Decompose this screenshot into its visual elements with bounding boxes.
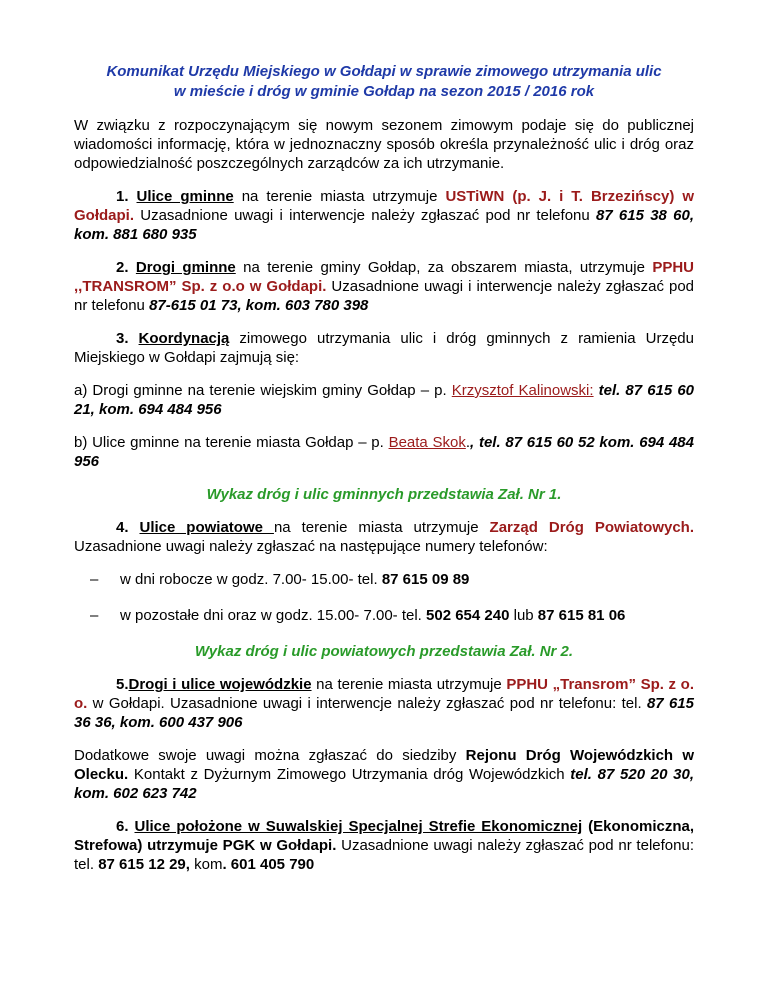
list-item-phone-2: 87 615 81 06 (537, 607, 626, 624)
list-item-text: w dni robocze w godz. 7.00- 15.00- tel. (120, 571, 382, 588)
dash-marker: – (90, 607, 99, 624)
extra-phone: tel. 87 520 20 30, kom. 602 623 742 (74, 766, 694, 802)
section-5-heading: Drogi i ulice wojewódzkie (128, 676, 312, 693)
list-item-text: w pozostałe dni oraz w godz. 15.00- 7.00- tel. (120, 607, 427, 624)
section-3b-phone: , tel. 87 615 60 52 kom. 694 484 956 (74, 434, 694, 470)
section-3b-dot: . (465, 434, 471, 451)
extra-contact (74, 746, 694, 803)
section-5-text: na terenie miasta utrzymuje (311, 676, 507, 693)
section-1-phone: 87 615 38 60, kom. 881 680 935 (74, 207, 694, 243)
section-4-org: Zarząd Dróg Powiatowych. (489, 519, 694, 536)
contact-link-kalinowski[interactable]: Krzysztof Kalinowski: (451, 382, 594, 399)
extra-text: Dodatkowe swoje uwagi można zgłaszać do siedziby (74, 747, 466, 764)
section-6-phone-2: . 601 405 790 (222, 856, 315, 873)
section-1-org: USTiWN (p. J. i T. Brzezińscy) w Gołdapi. (74, 188, 694, 224)
section-5-number: 5. (116, 676, 129, 693)
section-3a-text: a) Drogi gminne na terenie wiejskim gminy Gołdap – p. (74, 382, 452, 399)
phone-list (74, 570, 694, 625)
extra-org: Rejonu Dróg Wojewódzkich w Olecku. (74, 747, 695, 783)
section-1 (74, 187, 694, 244)
section-4-heading: Ulice powiatowe (139, 519, 274, 536)
contact-link-skok[interactable]: Beata Skok (388, 434, 466, 451)
section-4 (74, 518, 694, 556)
extra-text-2: Kontakt z Dyżurnym Zimowego Utrzymania dróg Wojewódzkich (128, 766, 571, 783)
list-item-phone: 502 654 240 (426, 607, 510, 624)
section-3b (74, 433, 694, 471)
section-3-text: zimowego utrzymania ulic i dróg gminnych z ramienia Urzędu Miejskiego w Gołdapi zajmują się: (74, 330, 694, 366)
section-2-phone: 87-615 01 73, kom. 603 780 398 (149, 297, 369, 314)
section-2 (74, 258, 694, 315)
section-4-number: 4. (116, 519, 140, 536)
section-3b-text: b) Ulice gminne na terenie miasta Gołdap – p. (74, 434, 389, 451)
title-line-1: Komunikat Urzędu Miejskiego w Gołdapi w sprawie zimowego utrzymania ulic (106, 63, 662, 80)
section-2-text: na terenie gminy Gołdap, za obszarem miasta, utrzymuje (235, 259, 653, 276)
list-item-phone: 87 615 09 89 (381, 571, 470, 588)
section-3a-phone: tel. 87 615 60 21, kom. 694 484 956 (74, 382, 694, 418)
section-5-org: PPHU „Transrom” Sp. z o. o. (74, 676, 694, 712)
section-4-text: na terenie miasta utrzymuje (273, 519, 490, 536)
section-5-text-2: w Gołdapi. Uzasadnione uwagi i interwencje należy zgłaszać pod nr telefonu: tel. (87, 695, 647, 712)
section-6 (74, 817, 694, 874)
list-item (74, 570, 694, 589)
section-3-heading: Koordynacją (138, 330, 230, 347)
list-item-joiner: lub (509, 607, 538, 624)
section-1-text: na terenie miasta utrzymuje (233, 188, 446, 205)
section-3a (74, 381, 694, 419)
section-2-org: PPHU ,,TRANSROM” Sp. z o.o w Gołdapi. (74, 259, 694, 295)
document-title (74, 62, 694, 102)
section-6-text: (Ekonomiczna, Strefowa) utrzymuje PGK w Gołdapi. (74, 818, 694, 854)
section-6-heading: Ulice położone w Suwalskiej Specjalnej Strefie Ekonomicznej (134, 818, 583, 835)
section-2-number: 2. (116, 259, 136, 276)
section-1-heading: Ulice gminne (136, 188, 234, 205)
section-5-phone: 87 615 36 36, kom. 600 437 906 (74, 695, 694, 731)
section-1-number: 1. (116, 188, 137, 205)
section-6-text-3: kom (189, 856, 223, 873)
title-line-2: w mieście i dróg w gminie Gołdap na sezon 2015 / 2016 rok (173, 83, 595, 100)
section-1-text-2: Uzasadnione uwagi i interwencje należy zgłaszać pod nr telefonu (134, 207, 596, 224)
attachment-note-2: Wykaz dróg i ulic powiatowych przedstawia Zał. Nr 2. (194, 643, 574, 660)
intro-paragraph: W związku z rozpoczynającym się nowym sezonem zimowym podaje się do publicznej wiadomości informację, która w jednoznaczny sposób określa przynależność ulic i dróg oraz odpowiedzialność poszczególnych zarządców za ich utrzymanie. (74, 117, 694, 172)
section-5 (74, 675, 694, 732)
list-item (74, 606, 694, 625)
section-6-phone: 87 615 12 29, (98, 856, 190, 873)
section-6-text-2: Uzasadnione uwagi należy zgłaszać pod nr telefonu: tel. (74, 837, 694, 873)
section-3-number: 3. (116, 330, 139, 347)
attachment-note-1: Wykaz dróg i ulic gminnych przedstawia Zał. Nr 1. (206, 486, 562, 503)
section-6-number: 6. (116, 818, 135, 835)
section-4-text-2: Uzasadnione uwagi należy zgłaszać na następujące numery telefonów: (74, 538, 548, 555)
section-3 (74, 329, 694, 367)
dash-marker: – (90, 571, 99, 588)
section-2-text-2: Uzasadnione uwagi i interwencje należy zgłaszać pod nr telefonu (74, 278, 695, 314)
section-2-heading: Drogi gminne (135, 259, 236, 276)
